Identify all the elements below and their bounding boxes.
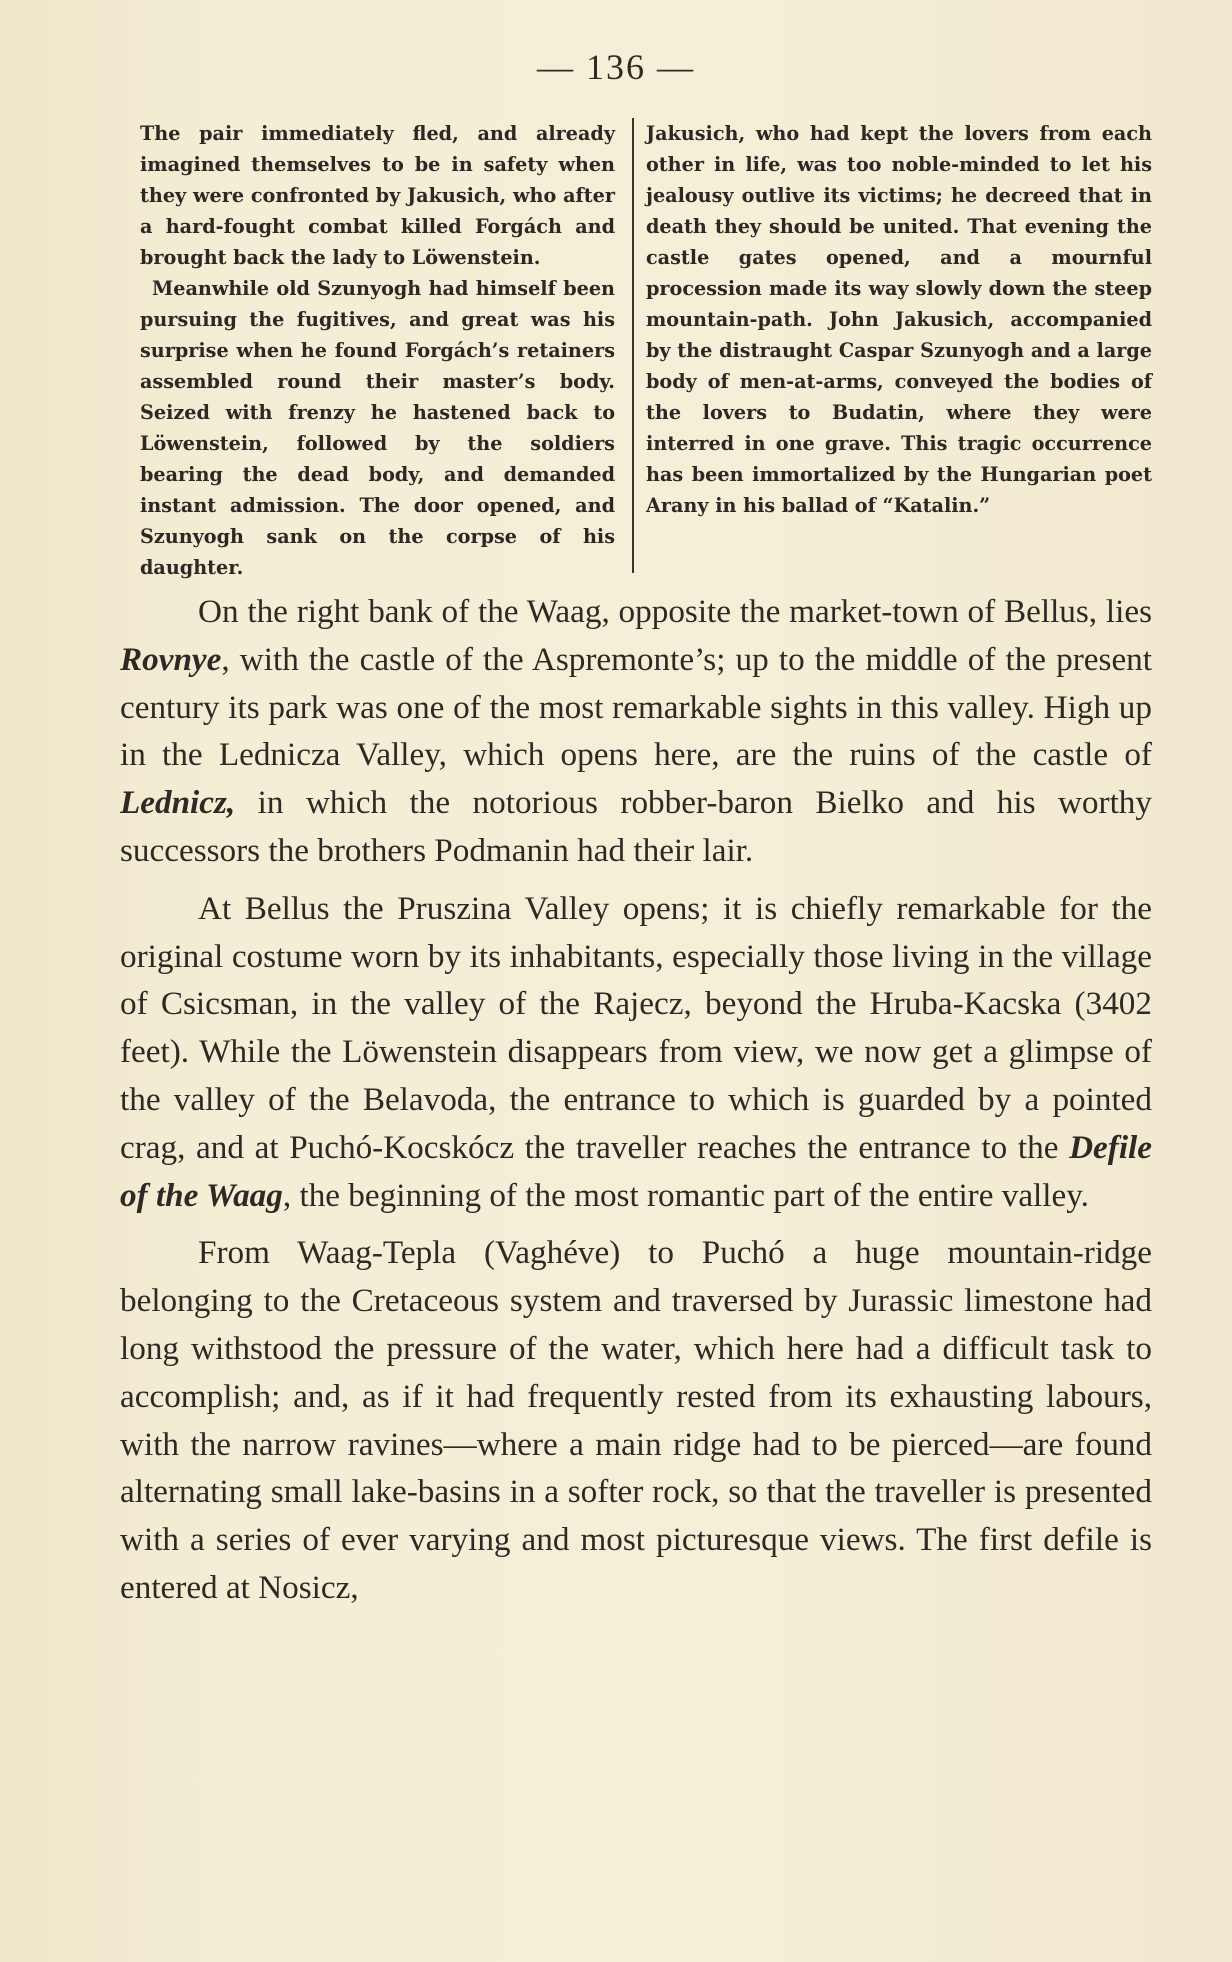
place-name-defile: Defile of the Waag — [120, 1128, 1152, 1214]
left-column-paragraph: Meanwhile old Szunyogh had himself been pursuing the fugitives, and great was his surprise when he found Forgách’s retainers assembled round their master’s body. Seized with frenzy he hastened back to Löwenstein, followed by the soldiers bearing the dead body, and demanded instant admission. The door opened, and Szunyogh sank on the corpse of his daughter. — [140, 277, 615, 579]
text-run: At Bellus the Pruszina Valley opens; it is chiefly remarkable for the original costume worn by its inhabitants, especially those living in the village of Csicsman, in the valley of the Rajecz, beyond the Hruba-Kacska (3402 feet). While the Löwenstein disappears from view, we now get a glimpse of the valley of the Belavoda, the entrance to which is guarded by a pointed crag, and at Puchó-Kocskócz the traveller reaches the entrance to the — [120, 889, 1152, 1166]
text-run: On the right bank of the Waag, opposite the market-town of Bellus, lies — [198, 593, 1152, 630]
place-name-rovnye: Rovnye — [120, 640, 222, 678]
main-paragraph: From Waag-Tepla (Vaghéve) to Puchó a huge mountain-ridge belonging to the Cretaceous system and traversed by Jurassic limestone had long withstood the pressure of the water, which here had a difficult task to accomplish; and, as if it had frequently rested from its exhausting labours, with the narrow ravines—where a main ridge had to be pierced—are found alternating small lake-basins in a softer rock, so that the traveller is presented with a series of ever varying and most picturesque views. The first defile is entered at Nosicz, — [120, 1234, 1152, 1606]
left-column — [140, 118, 615, 583]
text-run: , with the castle of the Aspremonte’s; up to the middle of the present century its park was one of the most remarkable sights in this valley. High up in the Lednicza Valley, which opens here, are the ruins of the castle of — [120, 640, 1152, 774]
main-paragraph — [120, 885, 1152, 1220]
two-column-section — [140, 118, 1152, 578]
main-text — [120, 588, 1152, 1622]
page-number: — 136 — — [537, 47, 695, 87]
main-paragraph — [120, 588, 1152, 875]
text-run: in which the notorious robber-baron Bielko and his worthy successors the brothers Podmanin had their lair. — [120, 784, 1152, 869]
column-divider — [632, 118, 634, 573]
right-column — [646, 118, 1152, 521]
place-name-lednicz: Lednicz, — [120, 784, 236, 822]
left-column-paragraph: The pair immediately fled, and already imagined themselves to be in safety when they were confronted by Jakusich, who after a hard-fought combat killed Forgách and brought back the lady to Löwenstein. — [140, 122, 615, 269]
text-run: , the beginning of the most romantic part of the entire valley. — [282, 1176, 1089, 1214]
right-column-paragraph: Jakusich, who had kept the lovers from each other in life, was too noble-minded to let his jealousy outlive its victims; he decreed that in death they should be united. That evening the castle gates opened, and a mournful procession made its way slowly down the steep mountain-path. John Jakusich, accompanied by the distraught Caspar Szunyogh and a large body of men-at-arms, conveyed the bodies of the lovers to Budatin, where they were interred in one grave. This tragic occurrence has been immortalized by the Hungarian poet Arany in his ballad of “Katalin.” — [646, 122, 1152, 517]
